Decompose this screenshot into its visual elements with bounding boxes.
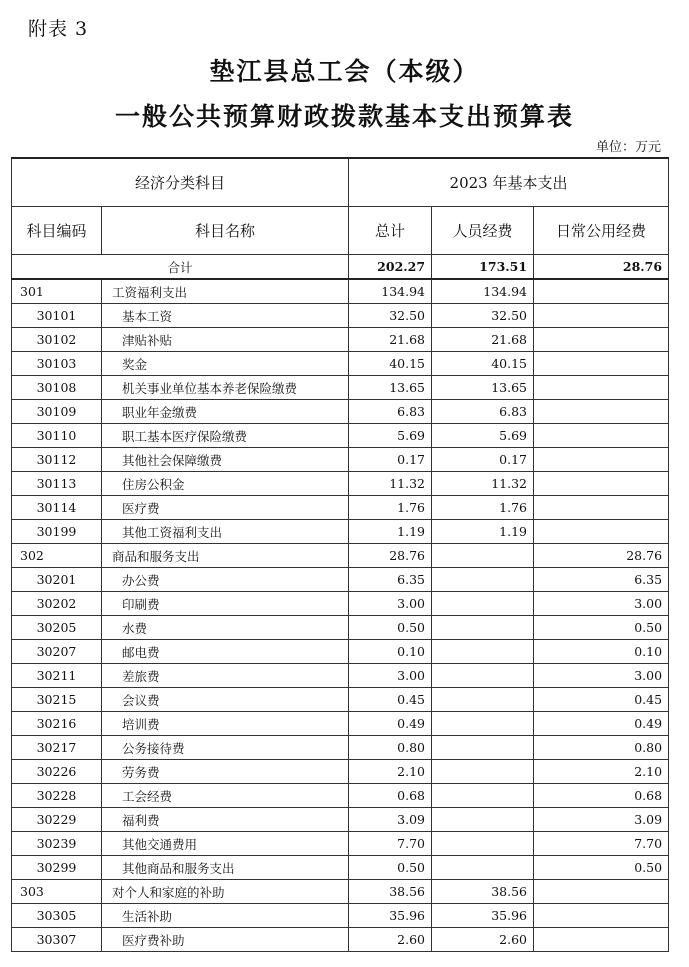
- row-total: 3.00: [349, 592, 432, 616]
- row-total: 6.35: [349, 568, 432, 592]
- row-total: 35.96: [349, 904, 432, 928]
- row-total: 3.00: [349, 664, 432, 688]
- row-name: 其他交通费用: [102, 832, 349, 856]
- table-row: [12, 928, 669, 952]
- row-code: 30112: [12, 448, 102, 472]
- table-row: [12, 304, 669, 328]
- row-total: 40.15: [349, 352, 432, 376]
- row-public: [534, 328, 669, 352]
- row-code: 30305: [12, 904, 102, 928]
- row-code: 30199: [12, 520, 102, 544]
- row-total: 0.50: [349, 616, 432, 640]
- row-personnel: [432, 688, 534, 712]
- row-personnel: 11.32: [432, 472, 534, 496]
- row-total: 38.56: [349, 880, 432, 904]
- table-row: [12, 472, 669, 496]
- table-row: [12, 640, 669, 664]
- row-public: 7.70: [534, 832, 669, 856]
- table-row: [12, 616, 669, 640]
- unit-label: 单位：万元: [595, 140, 661, 155]
- row-public: [534, 279, 669, 304]
- row-personnel: [432, 664, 534, 688]
- row-name: 劳务费: [102, 760, 349, 784]
- column-header-public: 日常公用经费: [534, 207, 669, 255]
- row-total: 0.50: [349, 856, 432, 880]
- row-name: 职业年金缴费: [102, 400, 349, 424]
- row-total: 13.65: [349, 376, 432, 400]
- row-personnel: [432, 544, 534, 568]
- row-name: 机关事业单位基本养老保险缴费: [102, 376, 349, 400]
- row-name: 医疗费补助: [102, 928, 349, 952]
- row-personnel: 40.15: [432, 352, 534, 376]
- row-name: 基本工资: [102, 304, 349, 328]
- row-code: 30114: [12, 496, 102, 520]
- row-name: 其他社会保障缴费: [102, 448, 349, 472]
- row-public: [534, 376, 669, 400]
- row-total: 7.70: [349, 832, 432, 856]
- table-row: [12, 664, 669, 688]
- column-header-code: 科目编码: [12, 207, 102, 255]
- row-personnel: 21.68: [432, 328, 534, 352]
- table-row: [12, 448, 669, 472]
- total-public: 28.76: [534, 255, 669, 280]
- row-name: 生活补助: [102, 904, 349, 928]
- total-sum: 202.27: [349, 255, 432, 280]
- table-row: [12, 760, 669, 784]
- total-row: [12, 255, 669, 280]
- column-header-name: 科目名称: [102, 207, 349, 255]
- table-row: [12, 496, 669, 520]
- row-code: 30228: [12, 784, 102, 808]
- table-row: [12, 784, 669, 808]
- table-row: [12, 520, 669, 544]
- row-public: 0.10: [534, 640, 669, 664]
- appendix-label: 附表 3: [28, 18, 89, 40]
- row-code: 30110: [12, 424, 102, 448]
- table-row: [12, 424, 669, 448]
- row-name: 水费: [102, 616, 349, 640]
- row-code: 30239: [12, 832, 102, 856]
- table-row: [12, 328, 669, 352]
- table-row: [12, 688, 669, 712]
- row-code: 303: [12, 880, 102, 904]
- row-name: 办公费: [102, 568, 349, 592]
- row-total: 3.09: [349, 808, 432, 832]
- row-public: 2.10: [534, 760, 669, 784]
- row-code: 30108: [12, 376, 102, 400]
- row-name: 印刷费: [102, 592, 349, 616]
- row-public: 3.09: [534, 808, 669, 832]
- row-public: 6.35: [534, 568, 669, 592]
- row-total: 0.68: [349, 784, 432, 808]
- row-personnel: [432, 736, 534, 760]
- row-public: 0.49: [534, 712, 669, 736]
- row-code: 30109: [12, 400, 102, 424]
- row-personnel: [432, 592, 534, 616]
- row-total: 1.76: [349, 496, 432, 520]
- group-header-economic: 经济分类科目: [12, 158, 349, 207]
- table-row: [12, 832, 669, 856]
- row-code: 30299: [12, 856, 102, 880]
- row-name: 住房公积金: [102, 472, 349, 496]
- row-code: 30202: [12, 592, 102, 616]
- row-name: 福利费: [102, 808, 349, 832]
- row-personnel: [432, 616, 534, 640]
- row-total: 2.10: [349, 760, 432, 784]
- row-name: 公务接待费: [102, 736, 349, 760]
- row-public: [534, 448, 669, 472]
- row-code: 30101: [12, 304, 102, 328]
- row-total: 6.83: [349, 400, 432, 424]
- row-code: 30229: [12, 808, 102, 832]
- row-public: [534, 520, 669, 544]
- row-name: 商品和服务支出: [102, 544, 349, 568]
- table-row: [12, 376, 669, 400]
- row-total: 5.69: [349, 424, 432, 448]
- page-title: 垫江县总工会（本级）: [209, 57, 480, 86]
- row-code: 30215: [12, 688, 102, 712]
- row-public: 0.80: [534, 736, 669, 760]
- row-total: 134.94: [349, 279, 432, 304]
- row-code: 30207: [12, 640, 102, 664]
- row-personnel: [432, 640, 534, 664]
- row-personnel: [432, 784, 534, 808]
- row-name: 其他工资福利支出: [102, 520, 349, 544]
- row-name: 培训费: [102, 712, 349, 736]
- row-personnel: [432, 760, 534, 784]
- row-total: 0.80: [349, 736, 432, 760]
- row-personnel: 13.65: [432, 376, 534, 400]
- row-name: 职工基本医疗保险缴费: [102, 424, 349, 448]
- row-code: 30205: [12, 616, 102, 640]
- row-name: 对个人和家庭的补助: [102, 880, 349, 904]
- table-row: [12, 736, 669, 760]
- row-code: 301: [12, 279, 102, 304]
- table-row: [12, 904, 669, 928]
- row-personnel: 38.56: [432, 880, 534, 904]
- row-name: 工资福利支出: [102, 279, 349, 304]
- row-code: 30217: [12, 736, 102, 760]
- row-total: 0.49: [349, 712, 432, 736]
- group-header-2023: 2023 年基本支出: [349, 158, 669, 207]
- row-public: [534, 400, 669, 424]
- row-code: 30211: [12, 664, 102, 688]
- row-personnel: 134.94: [432, 279, 534, 304]
- row-code: 30201: [12, 568, 102, 592]
- row-public: 28.76: [534, 544, 669, 568]
- table-row: [12, 592, 669, 616]
- row-total: 21.68: [349, 328, 432, 352]
- row-personnel: [432, 856, 534, 880]
- row-total: 32.50: [349, 304, 432, 328]
- column-header-total: 总计: [349, 207, 432, 255]
- table-row: [12, 856, 669, 880]
- column-header-personnel: 人员经费: [432, 207, 534, 255]
- row-personnel: 6.83: [432, 400, 534, 424]
- page-subtitle: 一般公共预算财政拨款基本支出预算表: [114, 102, 574, 131]
- group-header-row: [12, 158, 669, 207]
- row-code: 30103: [12, 352, 102, 376]
- column-header-row: [12, 207, 669, 255]
- total-label: 合计: [12, 255, 349, 280]
- row-code: 30226: [12, 760, 102, 784]
- row-name: 医疗费: [102, 496, 349, 520]
- table-body: [12, 255, 669, 952]
- row-public: 0.45: [534, 688, 669, 712]
- row-public: [534, 424, 669, 448]
- table-row: [12, 880, 669, 904]
- row-total: 0.10: [349, 640, 432, 664]
- row-name: 其他商品和服务支出: [102, 856, 349, 880]
- row-code: 30216: [12, 712, 102, 736]
- row-code: 30113: [12, 472, 102, 496]
- row-public: [534, 304, 669, 328]
- row-public: [534, 472, 669, 496]
- row-name: 工会经费: [102, 784, 349, 808]
- row-public: [534, 928, 669, 952]
- row-public: 0.50: [534, 856, 669, 880]
- row-total: 0.45: [349, 688, 432, 712]
- row-name: 会议费: [102, 688, 349, 712]
- row-public: [534, 880, 669, 904]
- row-code: 30307: [12, 928, 102, 952]
- row-public: [534, 352, 669, 376]
- row-total: 28.76: [349, 544, 432, 568]
- table-row: [12, 400, 669, 424]
- row-personnel: 1.76: [432, 496, 534, 520]
- row-personnel: [432, 832, 534, 856]
- table-row: [12, 352, 669, 376]
- row-public: 0.50: [534, 616, 669, 640]
- row-name: 差旅费: [102, 664, 349, 688]
- row-total: 2.60: [349, 928, 432, 952]
- row-total: 0.17: [349, 448, 432, 472]
- row-total: 11.32: [349, 472, 432, 496]
- row-personnel: [432, 568, 534, 592]
- row-name: 奖金: [102, 352, 349, 376]
- row-personnel: 2.60: [432, 928, 534, 952]
- row-public: 3.00: [534, 592, 669, 616]
- table-row: [12, 568, 669, 592]
- row-personnel: 5.69: [432, 424, 534, 448]
- table-row: [12, 544, 669, 568]
- total-personnel: 173.51: [432, 255, 534, 280]
- row-personnel: 0.17: [432, 448, 534, 472]
- row-public: [534, 496, 669, 520]
- row-personnel: 35.96: [432, 904, 534, 928]
- row-personnel: [432, 712, 534, 736]
- row-personnel: [432, 808, 534, 832]
- row-name: 津贴补贴: [102, 328, 349, 352]
- row-personnel: 1.19: [432, 520, 534, 544]
- row-public: 3.00: [534, 664, 669, 688]
- row-name: 邮电费: [102, 640, 349, 664]
- row-personnel: 32.50: [432, 304, 534, 328]
- row-total: 1.19: [349, 520, 432, 544]
- row-public: 0.68: [534, 784, 669, 808]
- table-row: [12, 279, 669, 304]
- row-public: [534, 904, 669, 928]
- table-row: [12, 712, 669, 736]
- row-code: 30102: [12, 328, 102, 352]
- table-row: [12, 808, 669, 832]
- budget-table: [11, 157, 669, 952]
- row-code: 302: [12, 544, 102, 568]
